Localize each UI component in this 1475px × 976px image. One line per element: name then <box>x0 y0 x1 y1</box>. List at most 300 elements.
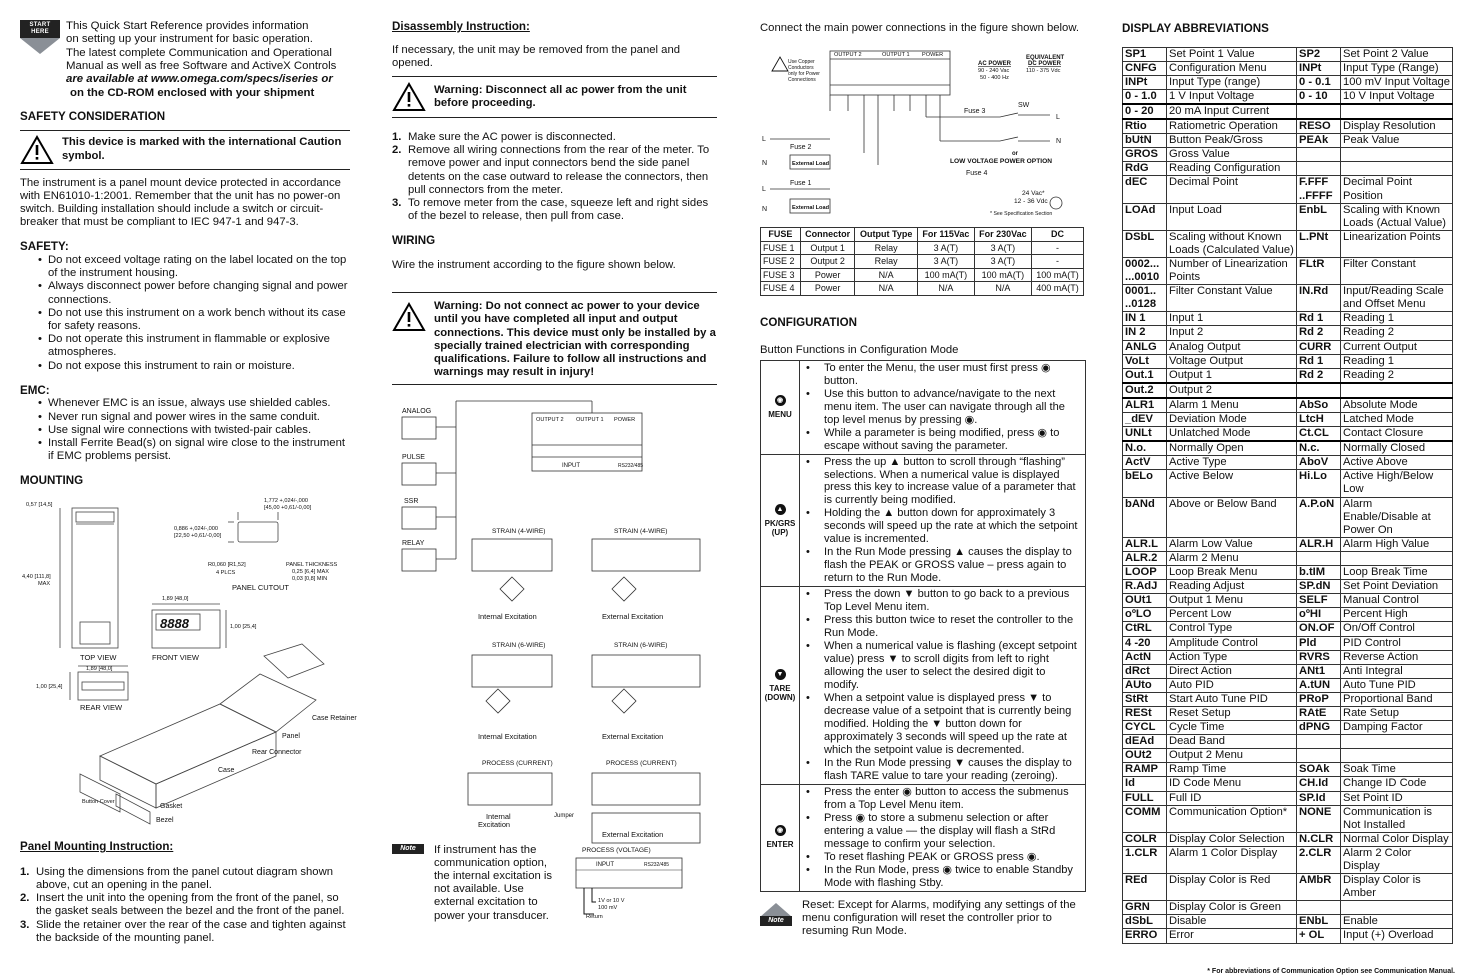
button-function-row <box>761 587 1086 785</box>
abbreviation-meaning: Active High/Below Low <box>1341 470 1453 497</box>
table-row <box>1123 791 1453 805</box>
abbreviation-code: 1.CLR <box>1123 846 1167 873</box>
abbreviation-code: ENbL <box>1297 915 1341 929</box>
abbreviation-meaning: 10 V Input Voltage <box>1341 89 1453 104</box>
fig-label: TOP VIEW <box>80 652 117 662</box>
abbreviation-code: AboV <box>1297 456 1341 470</box>
abbreviation-code: PRoP <box>1297 692 1341 706</box>
fig-label: 110 - 375 Vdc <box>1026 68 1061 75</box>
abbreviation-meaning: Decimal Point <box>1167 176 1297 203</box>
fig-label: 12 - 36 Vdc <box>1014 198 1048 206</box>
caution-box <box>20 130 350 170</box>
abbreviation-meaning: Set Point 1 Value <box>1167 47 1297 61</box>
abbreviation-meaning: Alarm Low Value <box>1167 537 1297 551</box>
table-row <box>1123 594 1453 608</box>
table-cell: N/A <box>974 282 1031 296</box>
abbreviation-meaning <box>1341 551 1453 565</box>
abbreviation-code: AUto <box>1123 678 1167 692</box>
emc-heading: EMC: <box>20 383 50 397</box>
abbreviation-code <box>1297 162 1341 176</box>
fig-label: FRONT VIEW <box>152 652 199 662</box>
table-cell: FUSE 2 <box>761 255 801 269</box>
table-cell: 3 A(T) <box>917 241 974 255</box>
list-item: • Press the enter ◉ button to access the submenus from a Top Level Menu item. <box>800 786 1083 812</box>
list-item: • In the Run Mode pressing ▼ causes the display to flash TARE value to tare your reading (zeroing). <box>800 757 1083 783</box>
abbreviation-meaning: Set Point ID <box>1341 791 1453 805</box>
abbreviation-code: Pld <box>1297 636 1341 650</box>
reset-note <box>760 899 1086 939</box>
abbreviation-code: 0 - 1.0 <box>1123 89 1167 104</box>
table-row <box>1123 368 1453 383</box>
abbreviation-code: Out.2 <box>1123 383 1167 398</box>
intro-line: Manual as well as free Software and ActiveX Controls <box>66 60 337 73</box>
abbreviation-meaning: Loop Break Time <box>1341 566 1453 580</box>
abbreviation-code <box>1297 104 1341 119</box>
abbreviation-code: CYCL <box>1123 721 1167 735</box>
abbreviation-meaning: Current Output <box>1341 340 1453 354</box>
abbreviation-meaning: Input 2 <box>1167 326 1297 340</box>
abbreviation-meaning: PID Control <box>1341 636 1453 650</box>
abbreviation-meaning: Active Above <box>1341 456 1453 470</box>
abbreviation-code: A.tUN <box>1297 678 1341 692</box>
abbreviation-code: N.c. <box>1297 441 1341 456</box>
fig-label: Panel <box>282 732 300 740</box>
abbreviation-code: 0 - 0.1 <box>1297 75 1341 89</box>
abbreviation-code: R.AdJ <box>1123 580 1167 594</box>
fig-label: [45,00 +0,61/-0,00] <box>264 504 312 511</box>
configuration-heading: CONFIGURATION <box>760 315 858 329</box>
abbreviation-code: Ct.CL <box>1297 427 1341 442</box>
configuration-subheading: Button Functions in Configuration Mode <box>760 343 959 356</box>
abbreviation-meaning: Soak Time <box>1341 763 1453 777</box>
table-row <box>1123 566 1453 580</box>
abbreviation-code: dRct <box>1123 664 1167 678</box>
abbreviation-code: SP.dN <box>1297 580 1341 594</box>
fig-label: External Excitation <box>602 830 664 840</box>
fig-label: Fuse 2 <box>790 144 812 152</box>
abbreviation-code: LOAd <box>1123 203 1167 230</box>
fig-label: Connections <box>788 77 816 84</box>
table-row <box>1123 398 1453 413</box>
abbreviation-code: F.FFF ..FFFF <box>1297 176 1341 203</box>
fig-label: STRAIN (6-WIRE) <box>492 642 546 650</box>
table-cell: Power <box>800 282 855 296</box>
table-row <box>1123 427 1453 442</box>
abbreviation-code: bANd <box>1123 497 1167 537</box>
wiring-heading: WIRING <box>392 234 436 248</box>
fig-label: Fuse 3 <box>964 108 986 116</box>
warning-icon <box>392 302 426 332</box>
abbreviation-code: dEC <box>1123 176 1167 203</box>
abbreviation-meaning: Filter Constant <box>1341 257 1453 284</box>
abbreviation-code: ERRO <box>1123 929 1167 943</box>
process-voltage-figure <box>574 844 684 920</box>
abbreviation-meaning: Active Type <box>1167 456 1297 470</box>
table-row <box>1123 162 1453 176</box>
abbreviation-meaning: Output 1 <box>1167 368 1297 383</box>
abbreviation-meaning: On/Off Control <box>1341 622 1453 636</box>
abbreviation-code: ON.OF <box>1297 622 1341 636</box>
abbreviation-code: FULL <box>1123 791 1167 805</box>
abbreviation-meaning: Absolute Mode <box>1341 398 1453 413</box>
menu-button-icon: ◉ <box>775 395 786 406</box>
abbreviation-meaning <box>1341 749 1453 763</box>
fig-label: RELAY <box>402 540 425 548</box>
caution-text: This device is marked with the international Caution symbol. <box>62 136 342 162</box>
abbreviation-code: Out.1 <box>1123 368 1167 383</box>
mounting-figure <box>20 494 357 834</box>
abbreviation-code: Hi.Lo <box>1297 470 1341 497</box>
list-item: 3. Slide the retainer over the rear of the case and tighten against the backside of the mounting panel. <box>20 918 346 944</box>
fig-label: Gasket <box>160 802 183 810</box>
table-header: FUSE <box>761 228 801 242</box>
abbreviation-meaning: Output 2 <box>1167 383 1297 398</box>
button-label-cell <box>761 587 800 785</box>
table-cell: 100 mA(T) <box>917 268 974 282</box>
fig-label: PANEL THICKNESS <box>286 561 338 568</box>
list-item: • To enter the Menu, the user must first press ◉ button. <box>800 362 1083 388</box>
table-cell: 3 A(T) <box>974 241 1031 255</box>
abbreviation-code: SP.Id <box>1297 791 1341 805</box>
abbreviations-table <box>1122 47 1453 944</box>
abbreviation-code: CNFG <box>1123 61 1167 75</box>
fig-label: Internal Excitation <box>478 732 537 742</box>
button-description-cell <box>800 360 1086 454</box>
table-row <box>1123 89 1453 104</box>
column-2 <box>392 20 717 923</box>
table-row <box>1123 354 1453 368</box>
table-row <box>1123 664 1453 678</box>
table-row <box>1123 580 1453 594</box>
abbreviation-meaning: Action Type <box>1167 650 1297 664</box>
table-cell: 400 mA(T) <box>1032 282 1084 296</box>
button-description-list <box>800 361 1085 454</box>
abbreviation-code: AbSo <box>1297 398 1341 413</box>
fig-label: REAR VIEW <box>80 702 123 712</box>
list-item: • When a setpoint value is displayed press ▼ to decrease value of a setpoint that is currently being modified. Holding the ▼ button down for approximately 3 seconds will speed up the rate at which the setpoint value is decremented. <box>800 692 1083 757</box>
table-cell: Relay <box>855 241 918 255</box>
disassembly-paragraph: If necessary, the unit may be removed from the panel and opened. <box>392 43 681 69</box>
abbreviation-code: Rtio <box>1123 119 1167 134</box>
table-header: For 115Vac <box>917 228 974 242</box>
table-row <box>1123 692 1453 706</box>
abbreviation-code: SOAk <box>1297 763 1341 777</box>
abbreviation-meaning: Communication Option* <box>1167 805 1297 832</box>
abbreviation-code: _dEV <box>1123 413 1167 427</box>
abbreviation-meaning: Normal Color Display <box>1341 832 1453 846</box>
list-item: • In the Run Mode pressing ▲ causes the display to flash the PEAK or GROSS value – press again to return to the Run Mode. <box>800 546 1083 585</box>
abbreviation-meaning: Alarm 2 Menu <box>1167 551 1297 565</box>
list-item: • Press this button twice to reset the controller to the Run Mode. <box>800 614 1083 640</box>
abbreviation-code: ANt1 <box>1297 664 1341 678</box>
fig-label: 4,40 [111,8] <box>22 573 51 580</box>
list-item: • Install Ferrite Bead(s) on signal wire close to the instrument if EMC problems persist. <box>38 437 350 463</box>
start-here-badge <box>20 20 60 100</box>
abbreviation-code: UNLt <box>1123 427 1167 442</box>
reset-note-text: Reset: Except for Alarms, modifying any settings of the menu configuration will reset the controller prior to resuming Run Mode. <box>802 898 1076 937</box>
table-row <box>1123 777 1453 791</box>
abbreviation-code: LOOP <box>1123 566 1167 580</box>
button-label: TARE (DOWN) <box>764 683 796 702</box>
table-row <box>1123 874 1453 901</box>
abbreviation-code: N.CLR <box>1297 832 1341 846</box>
fig-label: [22,50 +0,61/-0,00] <box>174 532 222 539</box>
table-row <box>1123 383 1453 398</box>
abbreviation-meaning: ID Code Menu <box>1167 777 1297 791</box>
fig-label: L <box>762 136 766 144</box>
abbreviation-meaning: Alarm Enable/Disable at Power On <box>1341 497 1453 537</box>
list-item: • Always disconnect power before changing signal and power connections. <box>38 280 350 306</box>
abbreviation-meaning: Display Resolution <box>1341 119 1453 134</box>
abbreviation-meaning: Output 1 Menu <box>1167 594 1297 608</box>
abbreviation-meaning: Reading Adjust <box>1167 580 1297 594</box>
abbreviation-meaning: Contact Closure <box>1341 427 1453 442</box>
table-row <box>761 255 1084 269</box>
note-arrow-icon <box>760 903 792 917</box>
list-item: • Whenever EMC is an issue, always use shielded cables. <box>38 397 350 410</box>
fig-label: L <box>762 186 766 194</box>
list-item: 1. Make sure the AC power is disconnected. <box>392 130 616 143</box>
abbreviation-code: RAMP <box>1123 763 1167 777</box>
fig-label: 1,00 [25,4] <box>230 623 257 630</box>
table-row <box>1123 119 1453 134</box>
abbreviation-meaning: Change ID Code <box>1341 777 1453 791</box>
abbreviation-code: Rd 1 <box>1297 312 1341 326</box>
table-row <box>1123 340 1453 354</box>
fig-label: LOW VOLTAGE POWER OPTION <box>950 158 1052 166</box>
abbreviation-code: Rd 1 <box>1297 354 1341 368</box>
button-label-cell <box>761 454 800 587</box>
abbreviation-meaning: Alarm 1 Color Display <box>1167 846 1297 873</box>
safety-paragraph: The instrument is a panel mount device protected in accordance with EN61010-1:2001. Remember that the unit has no power-on switch. Building installation should include a switch or circuit-breaker that must be compliant to IEC 947-1 and 947-3. <box>20 176 341 229</box>
table-row <box>1123 134 1453 148</box>
table-row <box>761 241 1084 255</box>
intro-line: The latest complete Communication and Operational <box>66 46 332 59</box>
abbreviation-code: INPt <box>1123 75 1167 89</box>
fig-label: External Excitation <box>602 732 664 742</box>
table-row <box>1123 176 1453 203</box>
table-row <box>1123 622 1453 636</box>
abbreviation-code: LtcH <box>1297 413 1341 427</box>
abbreviation-meaning: Percent High <box>1341 608 1453 622</box>
table-row <box>1123 497 1453 537</box>
table-row <box>1123 735 1453 749</box>
abbreviation-meaning: Reading 2 <box>1341 326 1453 340</box>
abbreviation-meaning <box>1341 104 1453 119</box>
abbreviation-meaning <box>1341 148 1453 162</box>
fig-label: POWER <box>614 417 636 424</box>
abbreviation-code: COLR <box>1123 832 1167 846</box>
button-function-row <box>761 360 1086 454</box>
power-figure <box>760 41 1086 217</box>
fig-label: Use Copper <box>788 59 815 66</box>
abbreviation-meaning: Start Auto Tune PID <box>1167 692 1297 706</box>
panel-mounting-steps <box>20 866 350 945</box>
button-function-row <box>761 784 1086 891</box>
table-cell: FUSE 3 <box>761 268 801 282</box>
fig-label: N <box>762 160 768 168</box>
abbreviation-code: FLtR <box>1297 257 1341 284</box>
table-row <box>1123 456 1453 470</box>
table-row <box>1123 929 1453 943</box>
abbreviation-meaning: Filter Constant Value <box>1167 285 1297 312</box>
fig-label: STRAIN (4-WIRE) <box>614 528 668 536</box>
button-function-row <box>761 454 1086 587</box>
fig-label: N <box>762 206 768 214</box>
abbreviation-meaning: Direct Action <box>1167 664 1297 678</box>
abbreviation-code: RVRS <box>1297 650 1341 664</box>
table-cell: Relay <box>855 255 918 269</box>
abbreviation-meaning: Input (+) Overload <box>1341 929 1453 943</box>
abbreviation-meaning: Communication is Not Installed <box>1341 805 1453 832</box>
abbreviation-meaning: Reset Setup <box>1167 706 1297 720</box>
note-label: Note <box>760 916 792 926</box>
table-row <box>1123 749 1453 763</box>
abbreviation-meaning: Input Type (Range) <box>1341 61 1453 75</box>
fig-label: MAX <box>38 580 51 587</box>
abbreviation-meaning: Control Type <box>1167 622 1297 636</box>
button-description-list <box>800 587 1085 784</box>
abbreviation-meaning: Above or Below Band <box>1167 497 1297 537</box>
fig-label: 1,89 [48,0] <box>86 665 113 672</box>
fig-label: 0,886 +,024/-,000 <box>174 525 219 532</box>
table-row <box>1123 537 1453 551</box>
abbreviation-code: oºHI <box>1297 608 1341 622</box>
list-item: • Do not exceed voltage rating on the label located on the top of the instrument housing. <box>38 254 350 280</box>
fig-label: 4 PLCS <box>216 569 236 576</box>
table-header-row <box>761 228 1084 242</box>
fig-label: External Excitation <box>602 612 664 622</box>
abbreviation-meaning: Display Color is Green <box>1167 901 1297 915</box>
abbreviation-code <box>1297 735 1341 749</box>
abbreviation-meaning: Linearization Points <box>1341 230 1453 257</box>
table-row <box>1123 901 1453 915</box>
abbreviation-code: 0001.. ..0128 <box>1123 285 1167 312</box>
abbreviation-meaning: Display Color is Amber <box>1341 874 1453 901</box>
table-cell: N/A <box>917 282 974 296</box>
fig-label: 90 - 240 Vac <box>978 68 1010 75</box>
fig-label: PANEL CUTOUT <box>232 582 289 592</box>
abbreviation-meaning: Alarm 1 Menu <box>1167 398 1297 413</box>
abbreviation-code: 2.CLR <box>1297 846 1341 873</box>
abbreviation-code: EnbL <box>1297 203 1341 230</box>
abbreviation-code: NONE <box>1297 805 1341 832</box>
button-label: ENTER <box>766 840 794 850</box>
fig-label: AC POWER <box>978 61 1011 68</box>
list-item: • Press ◉ to store a submenu selection or after entering a value — the display will flash a StRd message to confirm your selection. <box>800 812 1083 851</box>
button-description-list <box>800 455 1085 587</box>
button-description-cell <box>800 454 1086 587</box>
footnote: * For abbreviations of Communication Option see Communication Manual. <box>1207 967 1455 975</box>
abbreviation-meaning <box>1341 901 1453 915</box>
table-cell: FUSE 1 <box>761 241 801 255</box>
column-1 <box>20 20 357 945</box>
fig-label: 1,772 +,024/-,000 <box>264 497 309 504</box>
abbreviation-code: oºLO <box>1123 608 1167 622</box>
abbreviation-meaning: Auto Tune PID <box>1341 678 1453 692</box>
abbreviation-code: CURR <box>1297 340 1341 354</box>
wiring-paragraph: Wire the instrument according to the figure shown below. <box>392 258 676 271</box>
abbreviation-code: COMM <box>1123 805 1167 832</box>
intro-line: on setting up your instrument for basic operation. <box>66 33 313 46</box>
abbreviation-meaning: Button Peak/Gross <box>1167 134 1297 148</box>
fig-label: EQUIVALENT <box>1026 55 1065 62</box>
list-item: • Holding the ▲ button down for approximately 3 seconds will speed up the rate at which the setpoint value is incremented. <box>800 507 1083 546</box>
list-item: • When a numerical value is flashing (except setpoint value) press ▼ to scroll digits from left to right allowing the user to select the desired digit to modify. <box>800 640 1083 692</box>
abbreviation-meaning: Analog Output <box>1167 340 1297 354</box>
table-row <box>1123 148 1453 162</box>
abbreviation-code: ANLG <box>1123 340 1167 354</box>
table-row <box>1123 805 1453 832</box>
fig-label: Case Retainer <box>312 714 357 722</box>
abbreviation-code: Rd 2 <box>1297 368 1341 383</box>
list-item: • While a parameter is being modified, press ◉ to escape without saving the parameter. <box>800 427 1083 453</box>
fig-label: RS232/485 <box>644 861 670 868</box>
column-3 <box>760 20 1086 938</box>
table-row <box>1123 763 1453 777</box>
table-row <box>1123 551 1453 565</box>
fig-label: 50 - 400 Hz <box>980 75 1009 82</box>
down-button-icon: ▼ <box>775 669 786 680</box>
button-functions-body <box>761 360 1086 891</box>
abbreviation-meaning: Ratiometric Operation <box>1167 119 1297 134</box>
abbreviation-meaning <box>1341 162 1453 176</box>
fig-label: PULSE <box>402 454 425 462</box>
digit-display: 8888 <box>160 615 189 631</box>
fig-label: 0,03 [0,8] MIN <box>292 575 328 582</box>
list-item: • Do not operate this instrument in flammable or explosive atmospheres. <box>38 333 350 359</box>
button-label: PK/GRS (UP) <box>764 518 796 537</box>
abbreviation-code: 0 - 20 <box>1123 104 1167 119</box>
abbreviation-meaning: Rate Setup <box>1341 706 1453 720</box>
abbreviation-code: OUt1 <box>1123 594 1167 608</box>
abbreviation-code: INPt <box>1297 61 1341 75</box>
fig-label: Fuse 1 <box>790 180 812 188</box>
abbreviation-meaning: Loop Break Menu <box>1167 566 1297 580</box>
warning-text: Warning: Disconnect all ac power from the unit before proceeding. <box>434 83 687 109</box>
abbreviation-code <box>1297 148 1341 162</box>
abbreviation-code: SP2 <box>1297 47 1341 61</box>
warning-box-2 <box>392 292 717 385</box>
abbreviation-code: b.tIM <box>1297 566 1341 580</box>
abbreviation-code: Id <box>1123 777 1167 791</box>
table-row <box>1123 441 1453 456</box>
fig-label: Jumper <box>554 813 575 820</box>
fig-label: ANALOG <box>402 408 432 416</box>
abbreviation-meaning: Enable <box>1341 915 1453 929</box>
fig-label: SSR <box>404 498 419 506</box>
fig-label: INPUT <box>596 861 614 868</box>
table-row <box>1123 846 1453 873</box>
fig-label: PROCESS (CURRENT) <box>606 760 677 768</box>
abbreviation-code: PEAk <box>1297 134 1341 148</box>
list-item: 2. Insert the unit into the opening from the front of the panel, so the gasket seals between the bezel and the front of the panel. <box>20 892 345 918</box>
abbreviation-meaning: Input 1 <box>1167 312 1297 326</box>
safety-heading: SAFETY: <box>20 240 69 254</box>
table-header: DC <box>1032 228 1084 242</box>
abbreviation-meaning: 20 mA Input Current <box>1167 104 1297 119</box>
fig-label: only for Power <box>788 71 820 78</box>
fig-label: STRAIN (6-WIRE) <box>614 642 668 650</box>
fig-label: External Load <box>792 161 829 168</box>
fig-label: STRAIN (4-WIRE) <box>492 528 546 536</box>
table-row <box>1123 257 1453 284</box>
abbreviation-code: StRt <box>1123 692 1167 706</box>
intro-text <box>66 20 336 100</box>
table-header: For 230Vac <box>974 228 1031 242</box>
abbreviation-meaning: Scaling with Known Loads (Actual Value) <box>1341 203 1453 230</box>
list-item: • In the Run Mode, press ◉ twice to enable Standby Mode with flashing Stby. <box>800 864 1083 890</box>
